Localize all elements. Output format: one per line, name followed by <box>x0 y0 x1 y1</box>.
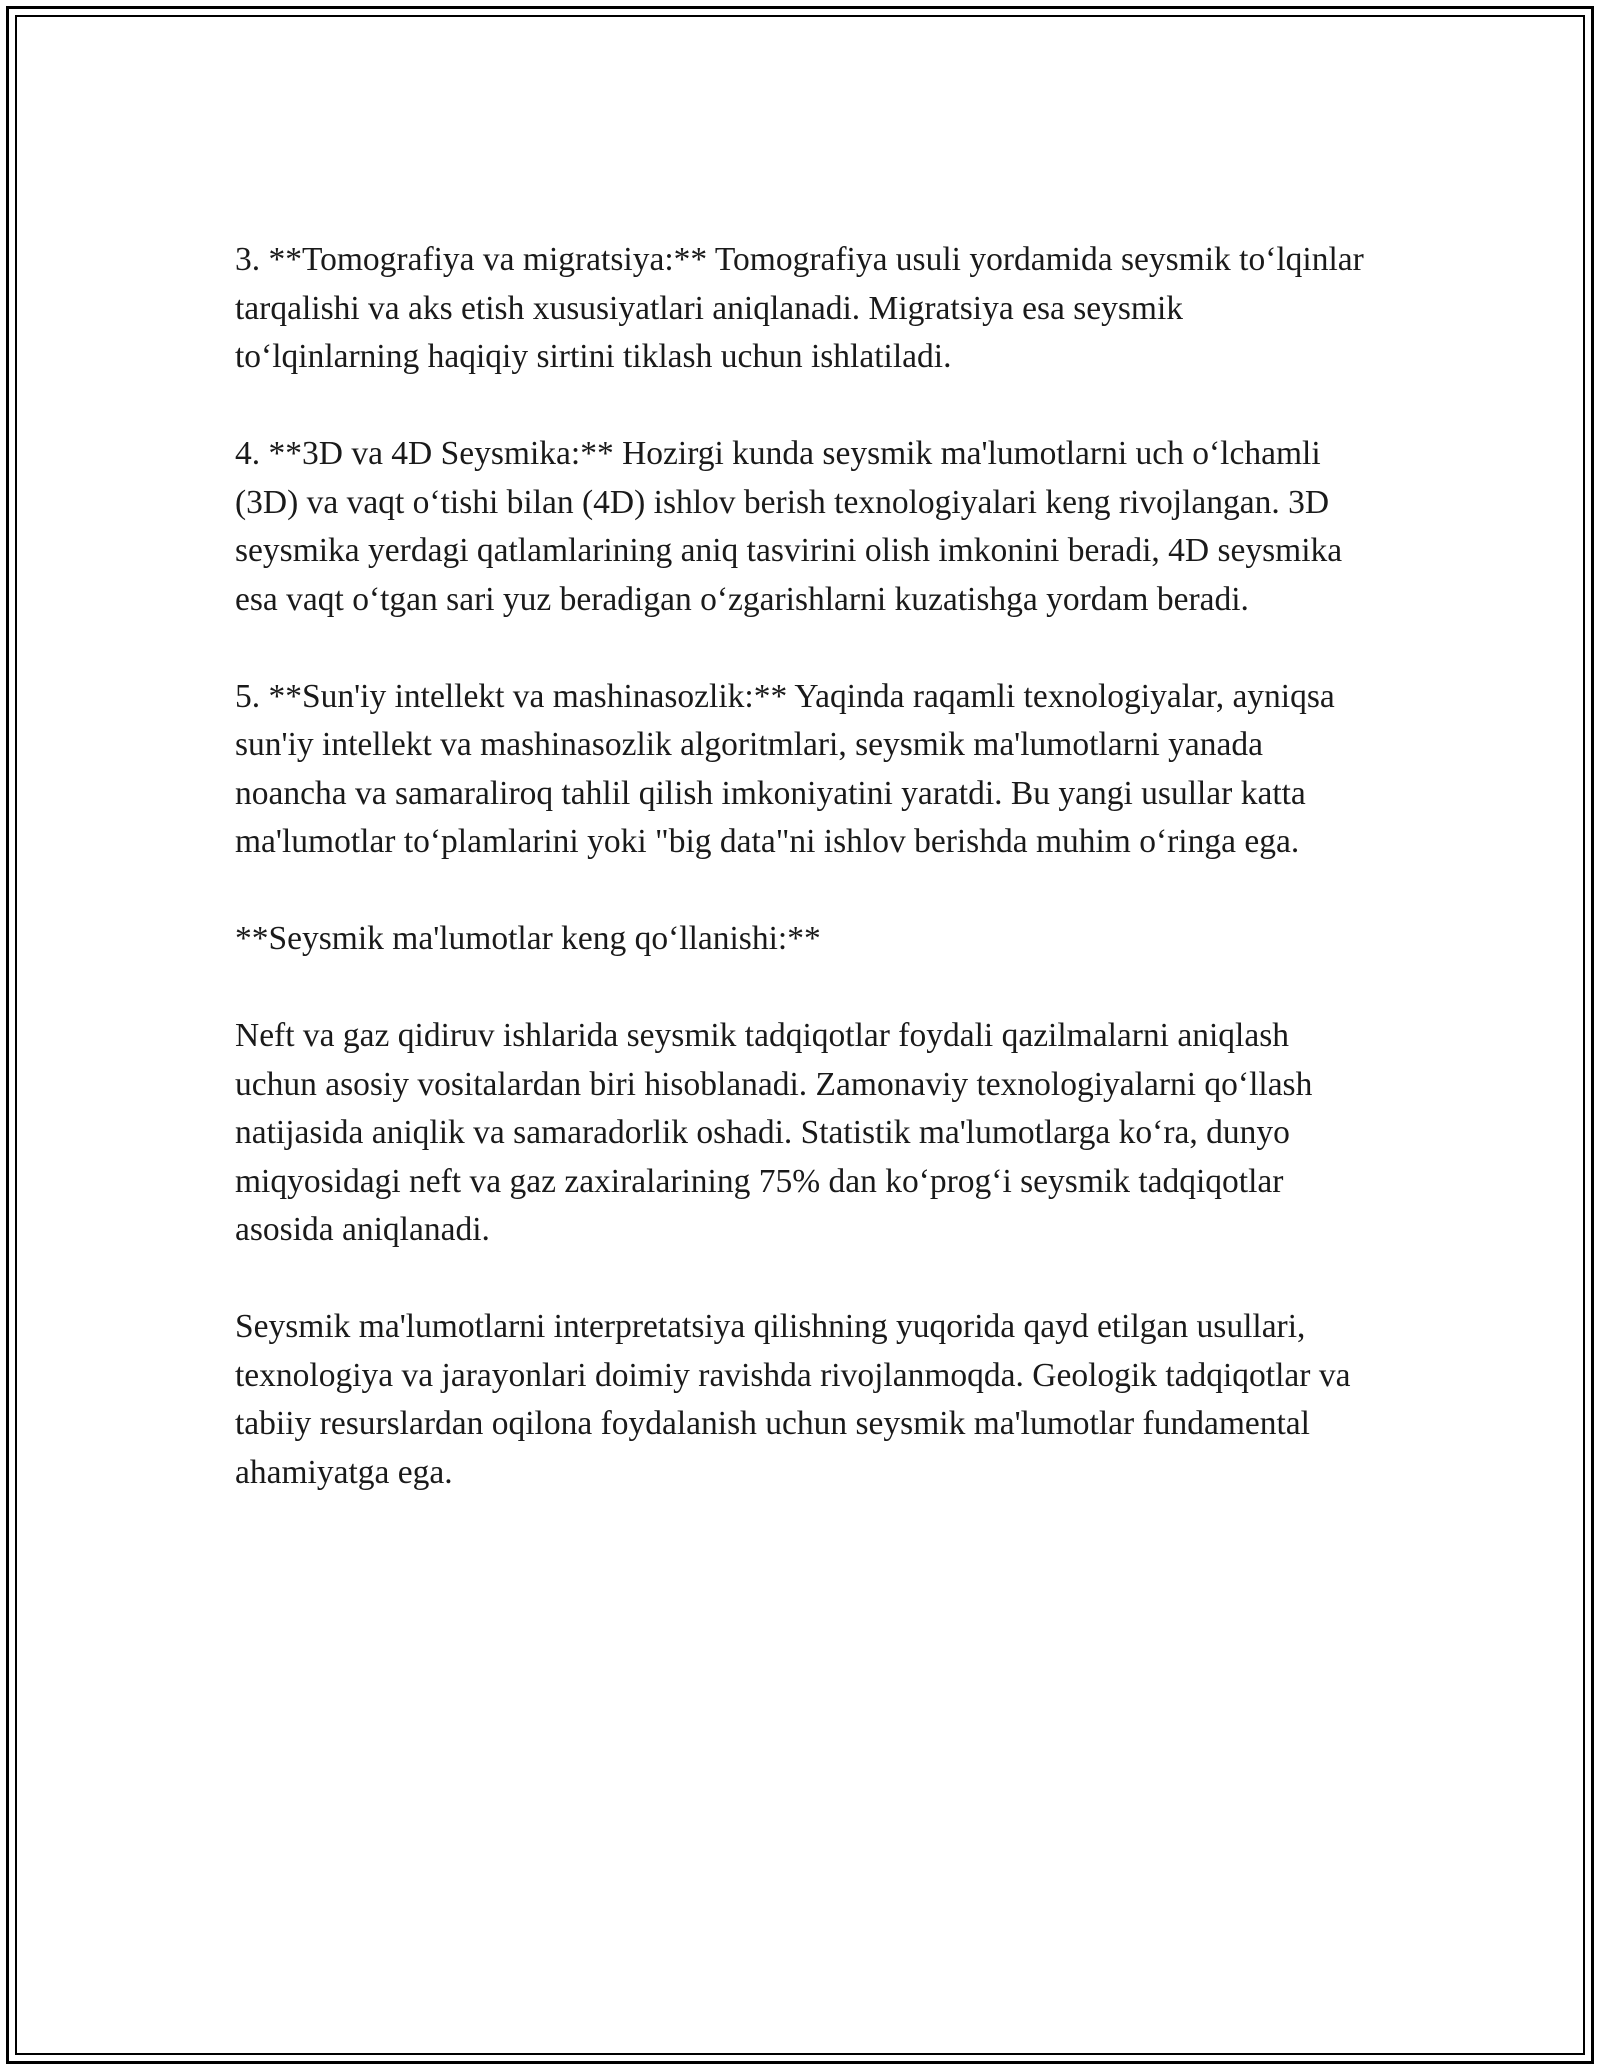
paragraph-3d-4d-seismic: 4. **3D va 4D Seysmika:** Hozirgi kunda seysmik ma'lumotlarni uch o‘lchamli (3D) va vaqt o‘tishi bilan (4D) ishlov berish texnologiyalari keng rivojlangan. 3D seysmika yerdagi qatlamlarining aniq tasvirini olish imkonini beradi, 4D seysmika esa vaqt o‘tgan sari yuz beradigan o‘zgarishlarni kuzatishga yordam beradi. <box>235 435 1343 618</box>
document-body <box>235 236 1375 1546</box>
paragraph-tomography-migration: 3. **Tomografiya va migratsiya:** Tomografiya usuli yordamida seysmik to‘lqinlar tarqalishi va aks etish xususiyatlari aniqlanadi. Migratsiya esa seysmik to‘lqinlarning haqiqiy sirtini tiklash uchun ishlatiladi. <box>235 241 1364 375</box>
paragraph-oil-gas-exploration: Neft va gaz qidiruv ishlarida seysmik tadqiqotlar foydali qazilmalarni aniqlash uchun asosiy vositalardan biri hisoblanadi. Zamonaviy texnologiyalarni qo‘llash natijasida aniqlik va samaradorlik oshadi. Statistik ma'lumotlarga ko‘ra, dunyo miqyosidagi neft va gaz zaxiralarining 75% dan ko‘prog‘i seysmik tadqiqotlar asosida aniqlanadi. <box>235 1017 1313 1248</box>
section-heading-applications: **Seysmik ma'lumotlar keng qo‘llanishi:** <box>235 920 821 957</box>
paragraph-ai-machine-learning: 5. **Sun'iy intellekt va mashinasozlik:** Yaqinda raqamli texnologiyalar, ayniqsa sun'iy intellekt va mashinasozlik algoritmlari, seysmik ma'lumotlarni yanada noancha va samaraliroq tahlil qilish imkoniyatini yaratdi. Bu yangi usullar katta ma'lumotlar to‘plamlarini yoki "big data"ni ishlov berishda muhim o‘ringa ega. <box>235 677 1335 860</box>
paragraph-conclusion: Seysmik ma'lumotlarni interpretatsiya qilishning yuqorida qayd etilgan usullari, texnologiya va jarayonlari doimiy ravishda rivojlanmoqda. Geologik tadqiqotlar va tabiiy resurslardan oqilona foydalanish uchun seysmik ma'lumotlar fundamental ahamiyatga ega. <box>235 1308 1351 1491</box>
